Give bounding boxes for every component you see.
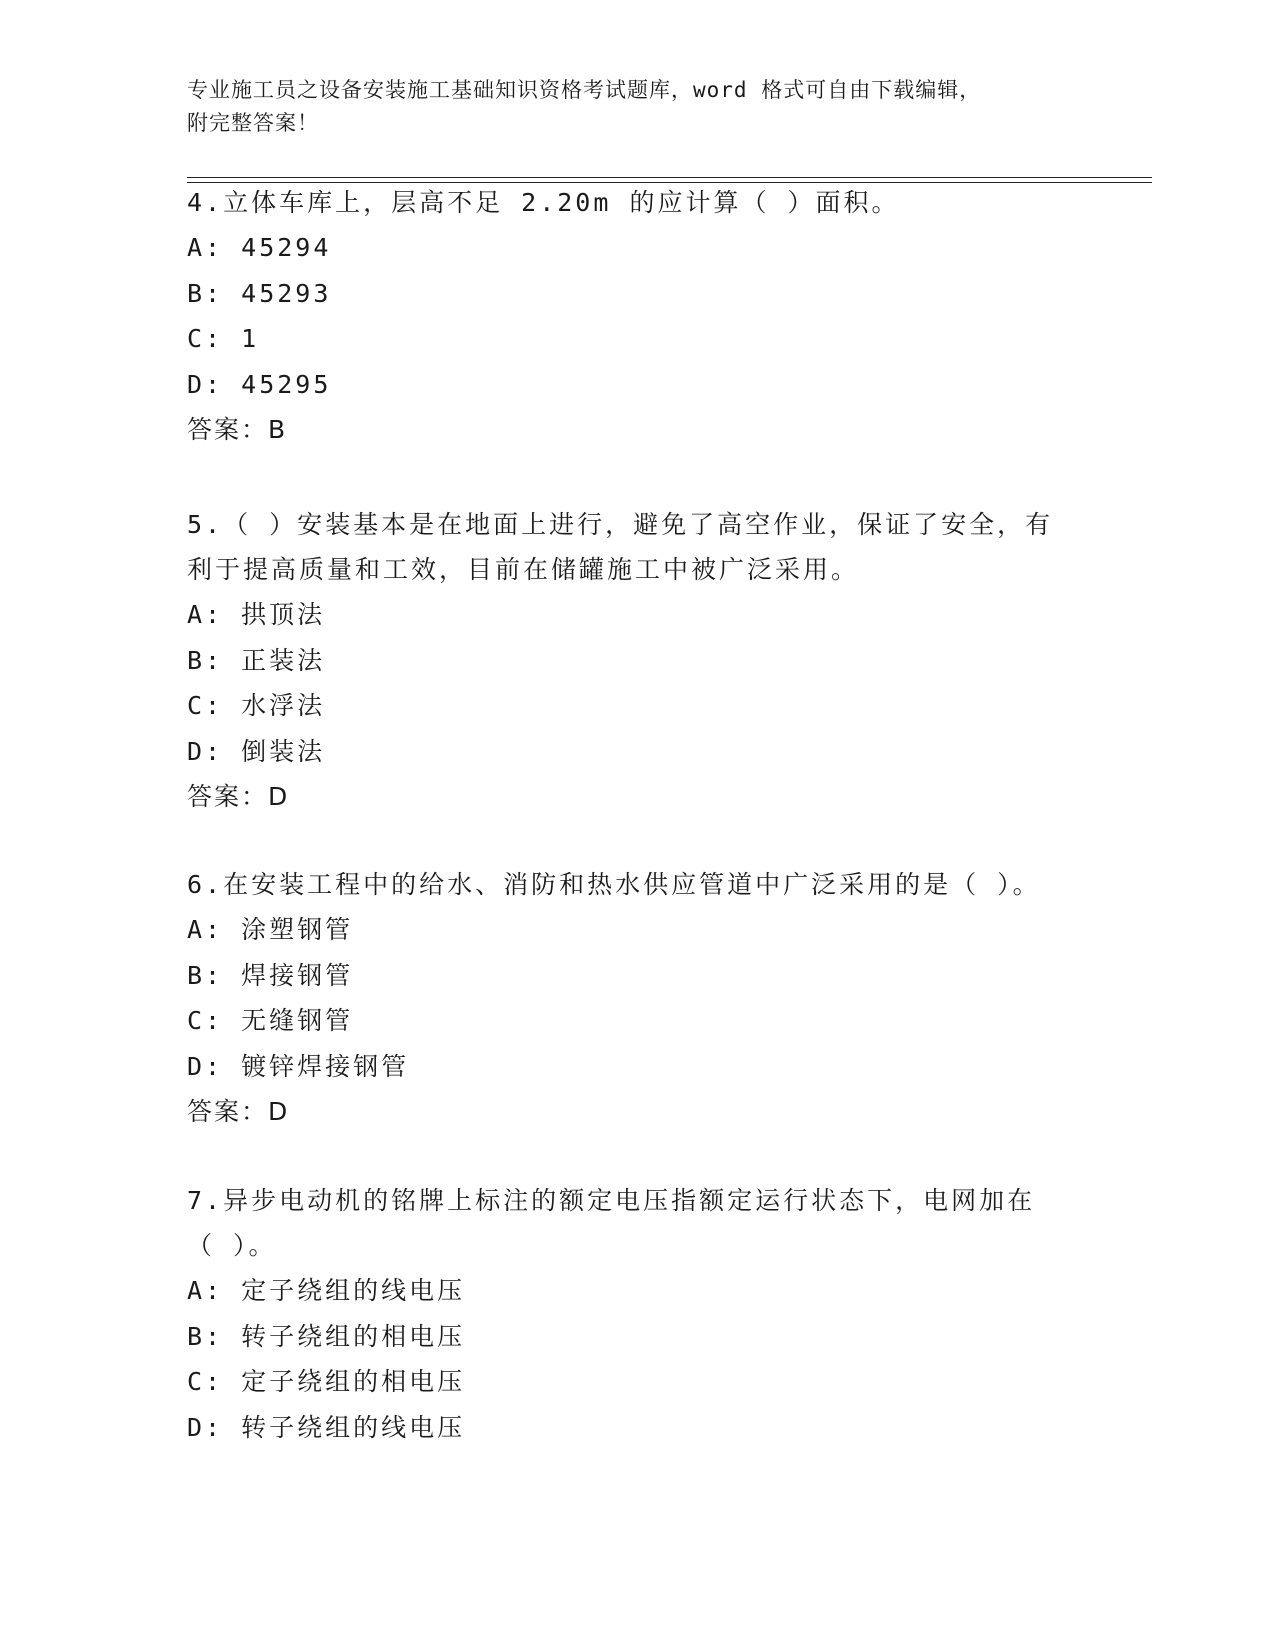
question-4 — [187, 180, 1087, 453]
option-c: C: 定子绕组的相电压 — [187, 1367, 466, 1396]
option-b: B: 焊接钢管 — [187, 960, 354, 990]
option-a: A: 定子绕组的线电压 — [187, 1276, 466, 1305]
option-d: D: 镀锌焊接钢管 — [187, 1051, 410, 1081]
question-stem: 5.（ ）安装基本是在地面上进行，避免了高空作业，保证了安全，有 — [187, 510, 1054, 539]
option-b: B: 转子绕组的相电压 — [187, 1321, 466, 1351]
question-stem-continued: （ ）。 — [187, 1231, 277, 1260]
question-6 — [187, 862, 1087, 1135]
option-a: A: 45294 — [187, 233, 332, 262]
question-7 — [187, 1178, 1087, 1450]
header-line-2: 附完整答案！ — [187, 111, 319, 135]
answer: 答案：D — [187, 782, 290, 811]
option-b: B: 正装法 — [187, 645, 326, 675]
document-header — [187, 74, 1067, 140]
header-divider-top — [187, 177, 1152, 178]
option-b: B: 45293 — [187, 278, 332, 308]
question-stem-continued: 利于提高质量和工效，目前在储罐施工中被广泛采用。 — [187, 555, 860, 584]
option-d: D: 45295 — [187, 369, 332, 399]
answer: 答案：B — [187, 415, 288, 444]
question-5 — [187, 502, 1087, 820]
question-stem: 7.异步电动机的铭牌上标注的额定电压指额定运行状态下，电网加在 — [187, 1186, 1036, 1215]
option-d: D: 转子绕组的线电压 — [187, 1412, 466, 1442]
option-a: A: 涂塑钢管 — [187, 915, 354, 944]
question-stem: 6.在安装工程中的给水、消防和热水供应管道中广泛采用的是（ ）。 — [187, 870, 1041, 899]
header-line-1: 专业施工员之设备安装施工基础知识资格考试题库，word 格式可自由下载编辑， — [187, 78, 982, 102]
answer: 答案：D — [187, 1097, 290, 1126]
option-a: A: 拱顶法 — [187, 600, 326, 629]
option-c: C: 无缝钢管 — [187, 1006, 354, 1035]
option-c: C: 水浮法 — [187, 691, 326, 720]
option-d: D: 倒装法 — [187, 736, 326, 766]
question-stem: 4.立体车库上，层高不足 2.20m 的应计算（ ）面积。 — [187, 188, 900, 217]
option-c: C: 1 — [187, 324, 260, 353]
